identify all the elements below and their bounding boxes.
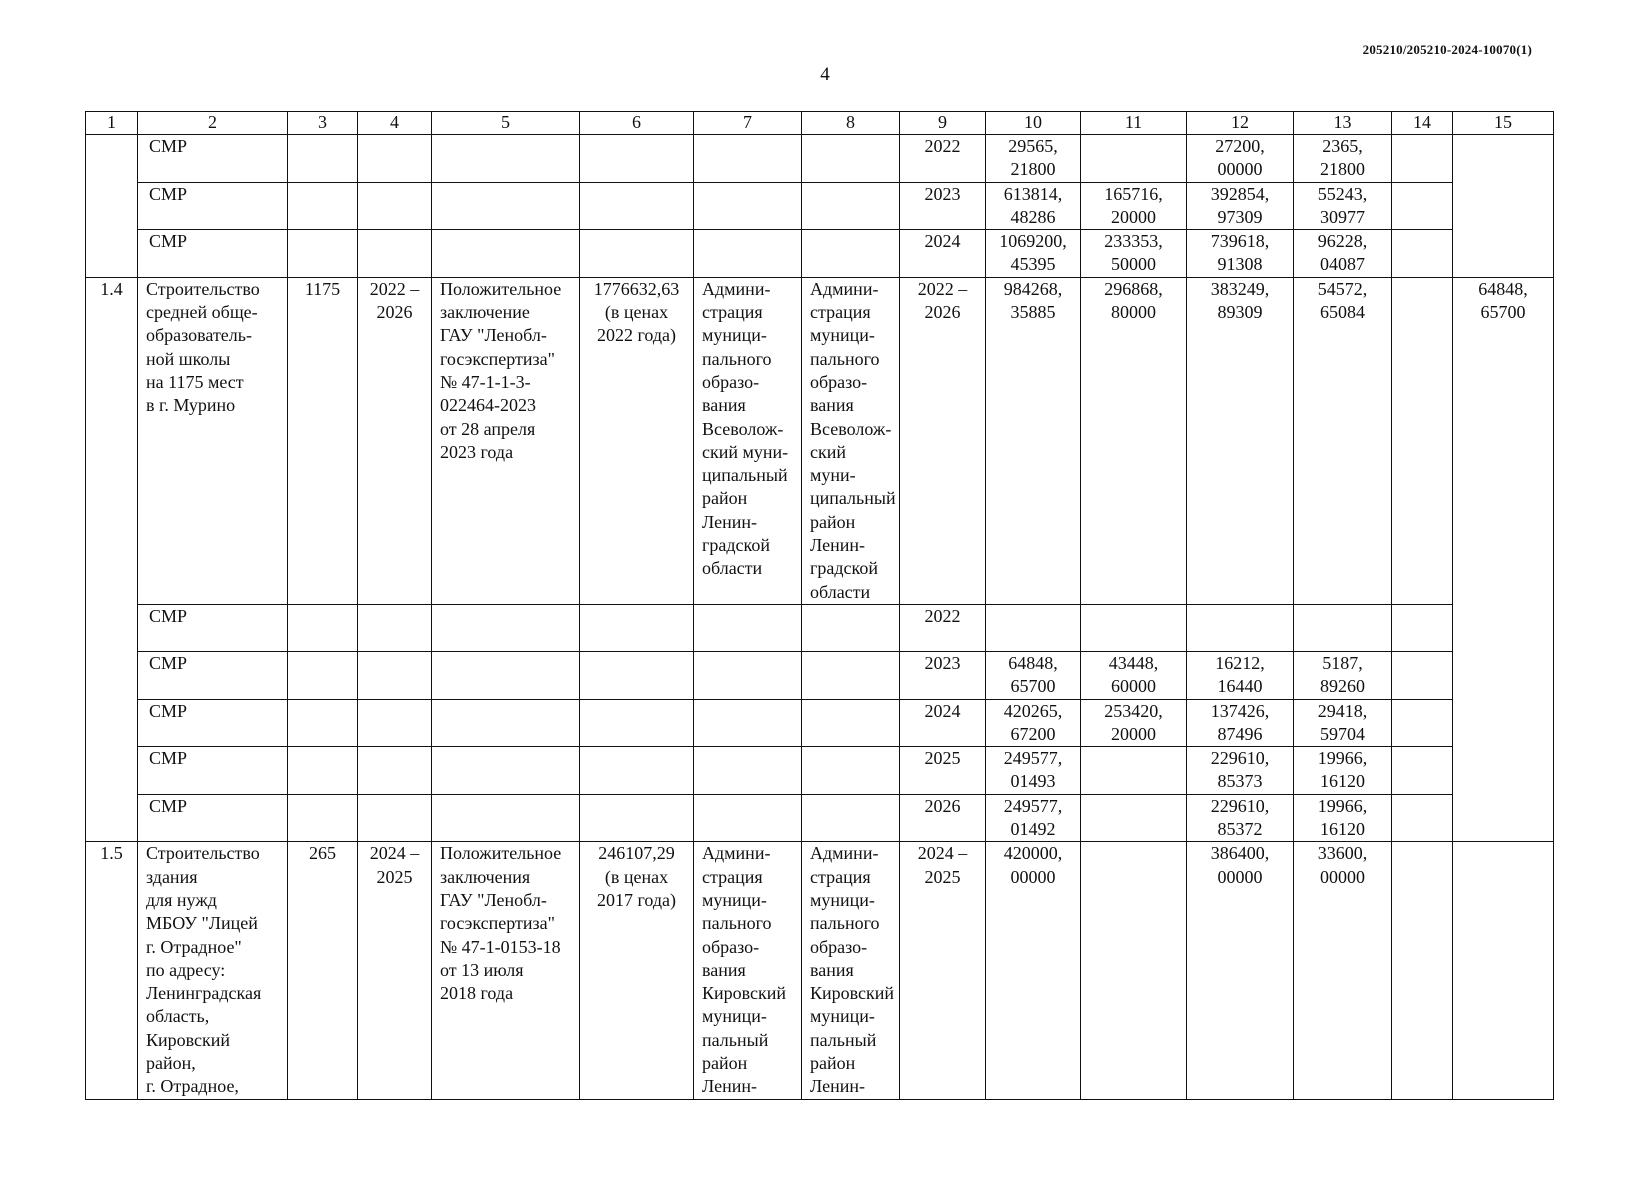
cell-empty xyxy=(694,794,802,842)
cell-empty xyxy=(432,230,580,278)
column-number: 6 xyxy=(580,112,694,135)
cell-empty xyxy=(288,182,358,230)
column-number: 5 xyxy=(432,112,580,135)
column-number: 9 xyxy=(900,112,986,135)
cell-remaining: 64848, 65700 xyxy=(1453,277,1554,842)
cell-value xyxy=(1392,604,1453,651)
cell-empty xyxy=(802,604,900,651)
cell-value: 165716, 20000 xyxy=(1081,182,1187,230)
cell-empty xyxy=(358,747,432,795)
cell-value xyxy=(1081,842,1187,1099)
cell-value: 383249, 89309 xyxy=(1187,277,1294,604)
cell-value xyxy=(1081,747,1187,795)
cell-total xyxy=(986,604,1081,651)
cell-empty xyxy=(288,699,358,747)
cell-developer: Админи- страция муници- пального образо- вания Кировский муници- пальный район Ленин- xyxy=(802,842,900,1099)
cell-developer: Админи- страция муници- пального образо- вания Всеволож- ский муни- ципальный район Ленин- градской области xyxy=(802,277,900,604)
table-row xyxy=(86,135,1554,183)
cell-value: 96228, 04087 xyxy=(1294,230,1392,278)
table-row xyxy=(86,842,1554,1099)
cell-year: 2025 xyxy=(900,747,986,795)
cell-empty xyxy=(358,182,432,230)
cell-value xyxy=(1081,135,1187,183)
cell-empty xyxy=(432,699,580,747)
cell-value xyxy=(1392,842,1453,1099)
cell-year: 2026 xyxy=(900,794,986,842)
cell-value xyxy=(1294,604,1392,651)
cell-value: 19966, 16120 xyxy=(1294,747,1392,795)
cell-period: 2024 – 2025 xyxy=(358,842,432,1099)
cell-value: 55243, 30977 xyxy=(1294,182,1392,230)
cell-empty xyxy=(802,699,900,747)
cell-total: 249577, 01492 xyxy=(986,794,1081,842)
cell-value: 296868, 80000 xyxy=(1081,277,1187,604)
table-row xyxy=(86,230,1554,278)
cell-year: 2024 xyxy=(900,699,986,747)
cell-empty xyxy=(580,230,694,278)
cell-empty xyxy=(288,651,358,699)
cell-name: СМР xyxy=(138,604,288,651)
table-row xyxy=(86,277,1554,604)
table-row xyxy=(86,651,1554,699)
cell-capacity: 1175 xyxy=(288,277,358,604)
cell-value: 5187, 89260 xyxy=(1294,651,1392,699)
page-number: 4 xyxy=(820,64,830,85)
cell-empty xyxy=(580,651,694,699)
cell-value xyxy=(1392,277,1453,604)
cell-estimated-cost: 246107,29 (в ценах 2017 года) xyxy=(580,842,694,1099)
cell-value: 233353, 50000 xyxy=(1081,230,1187,278)
cell-name: СМР xyxy=(138,135,288,183)
cell-empty xyxy=(580,699,694,747)
cell-empty xyxy=(694,604,802,651)
cell-year: 2022 – 2026 xyxy=(900,277,986,604)
column-number: 3 xyxy=(288,112,358,135)
column-number: 7 xyxy=(694,112,802,135)
table-row xyxy=(86,747,1554,795)
cell-empty xyxy=(802,651,900,699)
cell-empty xyxy=(802,794,900,842)
cell-period: 2022 – 2026 xyxy=(358,277,432,604)
cell-year: 2024 xyxy=(900,230,986,278)
column-number: 14 xyxy=(1392,112,1453,135)
cell-value xyxy=(1392,182,1453,230)
cell-total: 1069200, 45395 xyxy=(986,230,1081,278)
cell-value: 27200, 00000 xyxy=(1187,135,1294,183)
cell-value: 392854, 97309 xyxy=(1187,182,1294,230)
cell-customer: Админи- страция муници- пального образо- вания Кировский муници- пальный район Ленин- xyxy=(694,842,802,1099)
cell-empty xyxy=(358,604,432,651)
cell-total: 29565, 21800 xyxy=(986,135,1081,183)
cell-value xyxy=(1081,604,1187,651)
column-number: 1 xyxy=(86,112,138,135)
cell-value: 253420, 20000 xyxy=(1081,699,1187,747)
cell-remaining xyxy=(1453,842,1554,1099)
cell-name: СМР xyxy=(138,182,288,230)
cell-value: 19966, 16120 xyxy=(1294,794,1392,842)
cell-value: 2365, 21800 xyxy=(1294,135,1392,183)
cell-empty xyxy=(580,135,694,183)
cell-empty xyxy=(358,794,432,842)
cell-value xyxy=(1392,747,1453,795)
data-table xyxy=(85,111,1554,1100)
column-number: 10 xyxy=(986,112,1081,135)
cell-year: 2024 – 2025 xyxy=(900,842,986,1099)
cell-value: 229610, 85372 xyxy=(1187,794,1294,842)
cell-total: 613814, 48286 xyxy=(986,182,1081,230)
cell-empty xyxy=(432,135,580,183)
column-number: 15 xyxy=(1453,112,1554,135)
cell-empty xyxy=(288,794,358,842)
column-number-row xyxy=(86,112,1554,135)
cell-capacity: 265 xyxy=(288,842,358,1099)
cell-empty xyxy=(432,604,580,651)
cell-empty xyxy=(288,230,358,278)
table-row xyxy=(86,604,1554,651)
cell-value xyxy=(1081,794,1187,842)
cell-empty xyxy=(694,230,802,278)
cell-name: СМР xyxy=(138,747,288,795)
cell-empty xyxy=(694,182,802,230)
cell-expertise: Положительное заключения ГАУ "Ленобл- госэкспертиза" № 47-1-0153-18 от 13 июля 2018 года xyxy=(432,842,580,1099)
cell-name: СМР xyxy=(138,699,288,747)
column-number: 4 xyxy=(358,112,432,135)
cell-year: 2023 xyxy=(900,651,986,699)
column-number: 13 xyxy=(1294,112,1392,135)
cell-empty xyxy=(432,747,580,795)
cell-empty xyxy=(694,651,802,699)
cell-total: 249577, 01493 xyxy=(986,747,1081,795)
cell-empty xyxy=(358,699,432,747)
cell-item-number: 1.4 xyxy=(86,277,138,842)
cell-total: 64848, 65700 xyxy=(986,651,1081,699)
document-reference: 205210/205210-2024-10070(1) xyxy=(1362,42,1532,57)
cell-value: 43448, 60000 xyxy=(1081,651,1187,699)
cell-value: 16212, 16440 xyxy=(1187,651,1294,699)
cell-empty xyxy=(694,135,802,183)
cell-value: 29418, 59704 xyxy=(1294,699,1392,747)
cell-item-number: 1.5 xyxy=(86,842,138,1099)
cell-name: Строительство здания для нужд МБОУ "Лицей г. Отрадное" по адресу: Ленинградская область, Кировский район, г. Отрадное, xyxy=(138,842,288,1099)
cell-empty xyxy=(432,794,580,842)
cell-empty xyxy=(694,747,802,795)
cell-empty xyxy=(288,747,358,795)
cell-value xyxy=(1187,604,1294,651)
cell-total: 420265, 67200 xyxy=(986,699,1081,747)
cell-empty xyxy=(432,182,580,230)
cell-name: СМР xyxy=(138,794,288,842)
cell-expertise: Положительное заключение ГАУ "Ленобл- госэкспертиза" № 47-1-1-3- 022464-2023 от 28 апреля 2023 года xyxy=(432,277,580,604)
cell-customer: Админи- страция муници- пального образо- вания Всеволож- ский муни- ципальный район Ленин- градской области xyxy=(694,277,802,604)
cell-estimated-cost: 1776632,63 (в ценах 2022 года) xyxy=(580,277,694,604)
cell-empty xyxy=(802,135,900,183)
cell-empty xyxy=(358,651,432,699)
cell-value: 54572, 65084 xyxy=(1294,277,1392,604)
cell-empty xyxy=(358,230,432,278)
cell-empty xyxy=(432,651,580,699)
cell-empty xyxy=(694,699,802,747)
cell-value: 229610, 85373 xyxy=(1187,747,1294,795)
cell-empty xyxy=(580,794,694,842)
column-number: 11 xyxy=(1081,112,1187,135)
cell-empty xyxy=(580,604,694,651)
cell-empty xyxy=(288,135,358,183)
cell-empty xyxy=(580,747,694,795)
cell-year: 2022 xyxy=(900,135,986,183)
cell-value: 386400, 00000 xyxy=(1187,842,1294,1099)
cell-year: 2022 xyxy=(900,604,986,651)
cell-empty xyxy=(802,182,900,230)
cell-value: 33600, 00000 xyxy=(1294,842,1392,1099)
column-number: 12 xyxy=(1187,112,1294,135)
cell-name: СМР xyxy=(138,651,288,699)
table-row xyxy=(86,794,1554,842)
cell-year: 2023 xyxy=(900,182,986,230)
table-row xyxy=(86,182,1554,230)
cell-value xyxy=(1392,699,1453,747)
cell-value xyxy=(1392,651,1453,699)
cell-value xyxy=(1392,230,1453,278)
cell-empty xyxy=(802,230,900,278)
cell-total: 420000, 00000 xyxy=(986,842,1081,1099)
table-row xyxy=(86,699,1554,747)
column-number: 2 xyxy=(138,112,288,135)
cell-empty xyxy=(1453,135,1554,278)
cell-name: СМР xyxy=(138,230,288,278)
cell-empty xyxy=(288,604,358,651)
cell-empty xyxy=(86,135,138,278)
cell-total: 984268, 35885 xyxy=(986,277,1081,604)
cell-empty xyxy=(802,747,900,795)
cell-empty xyxy=(358,135,432,183)
cell-value: 137426, 87496 xyxy=(1187,699,1294,747)
cell-value xyxy=(1392,794,1453,842)
cell-value xyxy=(1392,135,1453,183)
cell-value: 739618, 91308 xyxy=(1187,230,1294,278)
cell-empty xyxy=(580,182,694,230)
column-number: 8 xyxy=(802,112,900,135)
cell-name: Строительство средней обще- образователь- ной школы на 1175 мест в г. Мурино xyxy=(138,277,288,604)
